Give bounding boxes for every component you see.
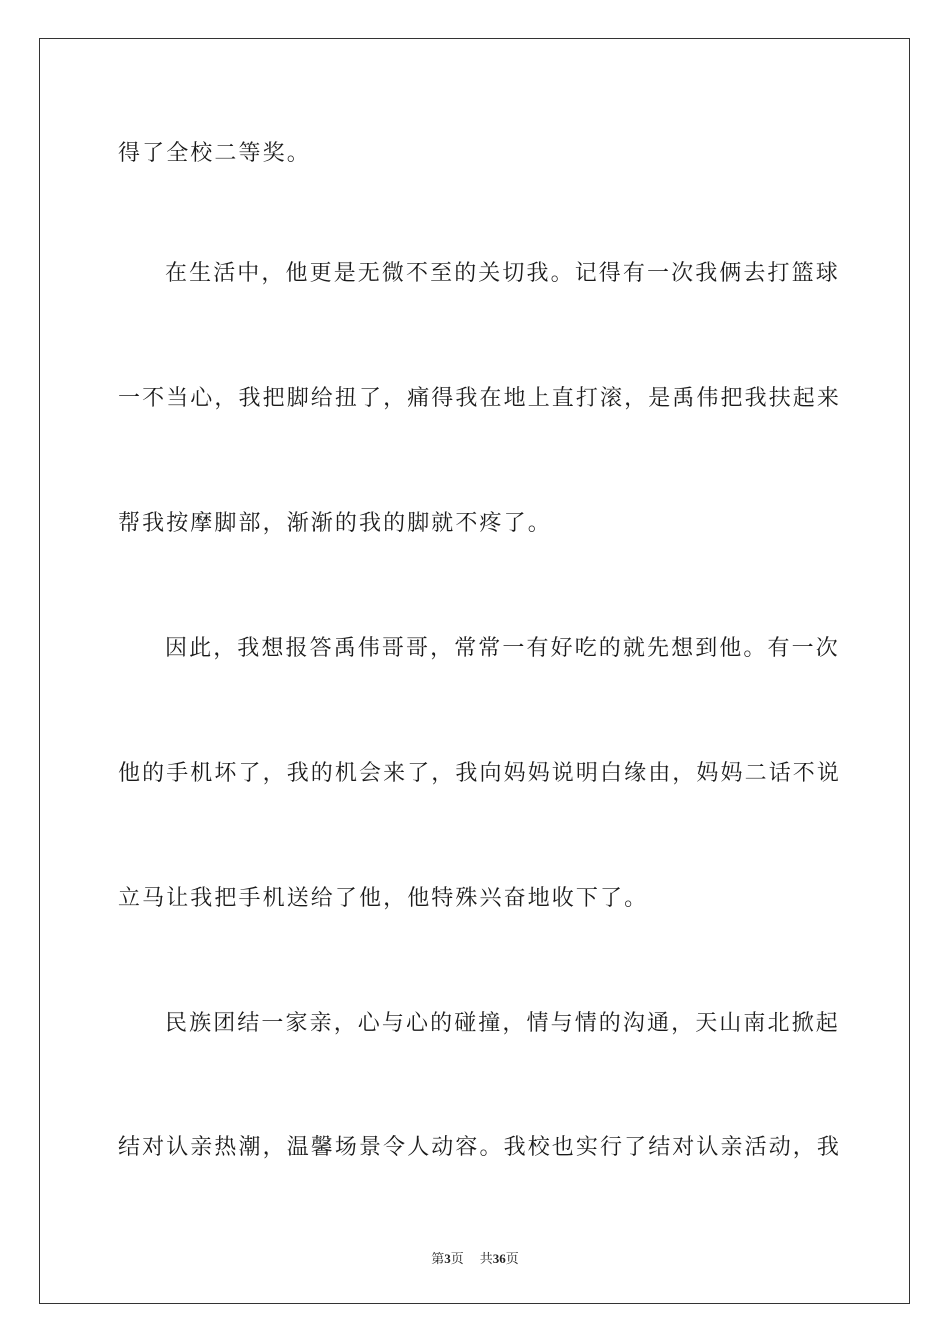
page-suffix: 页	[450, 1251, 464, 1266]
page-border	[39, 38, 910, 1304]
total-suffix: 页	[505, 1251, 519, 1266]
text-line-6: 他的手机坏了，我的机会来了，我向妈妈说明白缘由，妈妈二话不说	[118, 761, 842, 786]
text-line-5: 因此，我想报答禹伟哥哥，常常一有好吃的就先想到他。有一次	[165, 636, 840, 661]
page-footer	[0, 1248, 950, 1267]
total-prefix: 共	[479, 1251, 493, 1266]
text-line-3: 一不当心，我把脚给扭了，痛得我在地上直打滚，是禹伟把我扶起来	[118, 386, 842, 411]
text-line-9: 结对认亲热潮，温馨场景令人动容。我校也实行了结对认亲活动，我	[118, 1135, 842, 1160]
total-pages: 36	[492, 1251, 506, 1266]
text-line-4: 帮我按摩脚部，渐渐的我的脚就不疼了。	[118, 511, 552, 536]
text-line-1: 得了全校二等奖。	[118, 141, 311, 166]
text-line-2: 在生活中，他更是无微不至的关切我。记得有一次我俩去打篮球	[165, 261, 840, 286]
text-line-8: 民族团结一家亲，心与心的碰撞，情与情的沟通，天山南北掀起	[165, 1011, 840, 1036]
text-line-7: 立马让我把手机送给了他，他特殊兴奋地收下了。	[118, 886, 649, 911]
page-number: 3	[444, 1251, 451, 1266]
page-prefix: 第	[431, 1251, 445, 1266]
